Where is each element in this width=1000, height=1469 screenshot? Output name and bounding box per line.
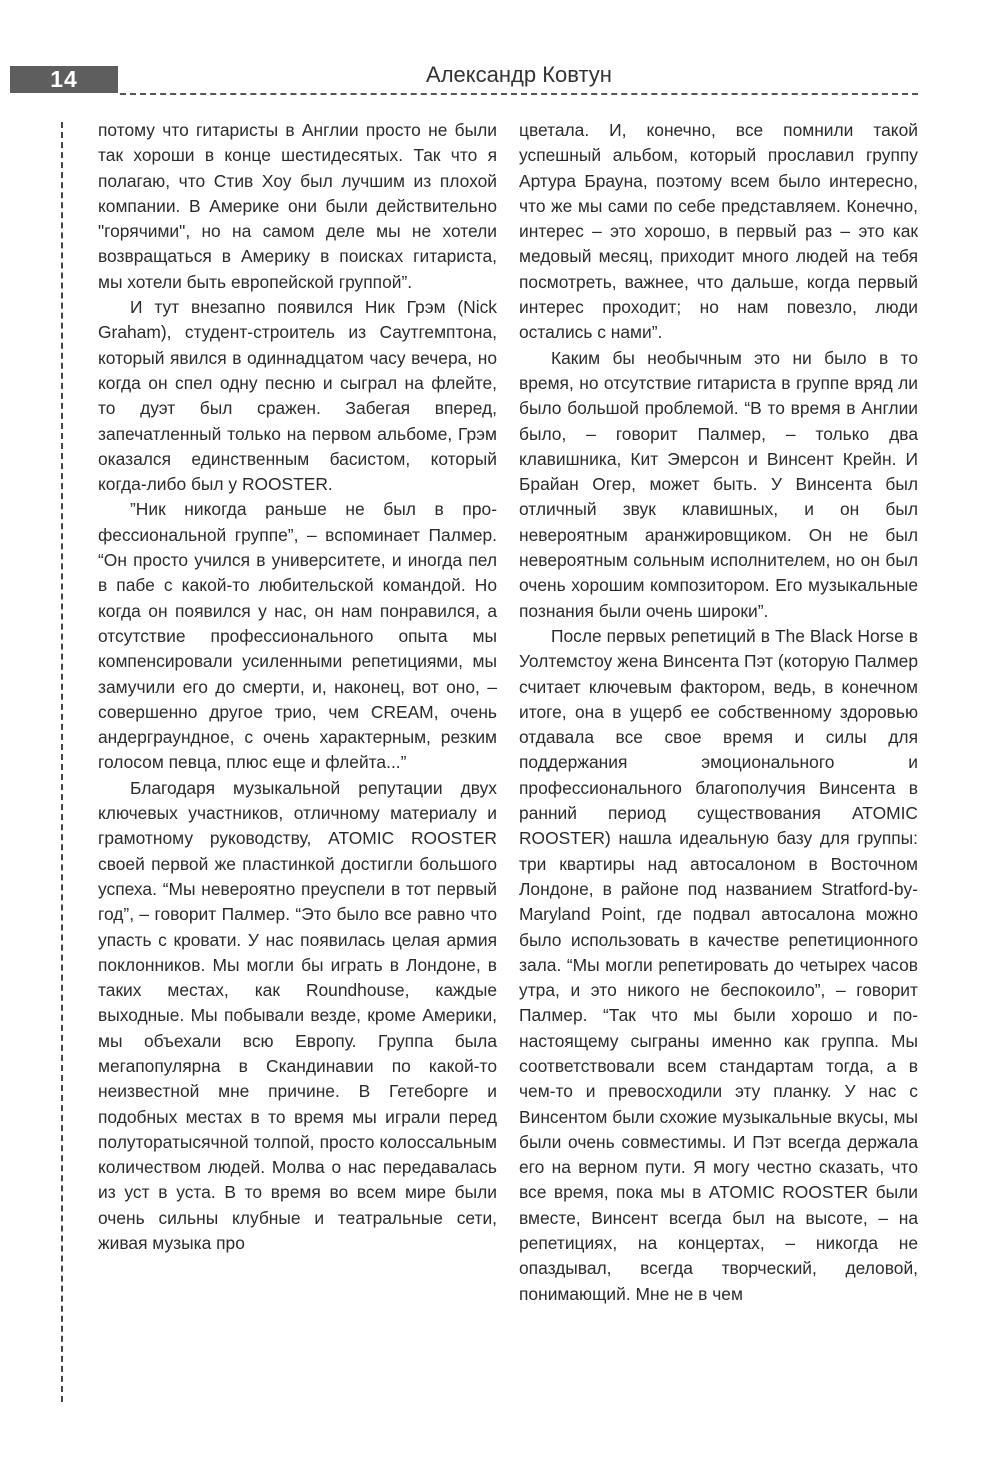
- paragraph: После первых репетиций в The Black Horse в Уолтемстоу жена Винсента Пэт (которую Палмер считает ключевым фактором, ведь, в конечном итоге, она в ущерб ее собственному здоровью отдавала все свое время и силы для поддержания эмоционального и профессионального благополучия Винсента в ранний период существования ATOMIC ROOSTER) нашла идеальную базу для группы: три квартиры над автосалоном в Восточном Лондоне, в районе под названием Stratford-by-Maryland Point, где подвал автосалона можно было использовать в качестве репетиционного зала. “Мы могли репетировать до четырех часов утра, и это никого не беспокоило”, – говорит Палмер. “Так что мы были хорошо и по-настоящему сыграны именно как группа. Мы соответствовали всем стандартам тогда, а в чем-то и превосходили эту планку. У нас с Винсентом были схожие музыкальные вкусы, мы были очень совместимы. И Пэт всегда держала его на верном пути. Я могу честно сказать, что все время, пока мы в ATOMIC ROOSTER были вместе, Винсент всегда был на высоте, – на репетициях, на концертах, – никогда не опаздывал, всегда творческий, деловой, понимающий. Мне не в чем: [519, 625, 918, 1304]
- paragraph: И тут внезапно появился Ник Грэм (Nick Graham), студент-строитель из Саутгемптона, который явился в одиннадцатом часу вечера, но когда он спел одну песню и сыграл на флейте, то дуэт был сражен. Забегая вперед, запечатленный только на первом альбоме, Грэм оказался единственным басистом, который когда-либо был у ROOSTER.: [98, 297, 497, 495]
- left-column: [98, 118, 497, 1256]
- running-title: Александр Ковтун: [426, 62, 612, 87]
- header-dashed-rule: [120, 93, 918, 95]
- paragraph: Благодаря музыкальной репутации двух ключевых участников, отличному материалу и грамотному руководству, ATOMIC ROOSTER своей первой же пластинкой достигли большого успеха. “Мы невероятно преуспели в тот первый год”, – говорит Палмер. “Это было все равно что упасть с кровати. У нас появилась целая армия поклонников. Мы могли бы играть в Лондоне, в таких местах, как Roundhouse, каждые выходные. Мы побывали везде, кроме Америки, мы объехали всю Европу. Группа была мегапопулярна в Скандинавии по какой-то неизвестной мне причине. В Гетеборге и подобных местах в то время мы играли перед полуторатысячной толпой, просто колоссальным количеством людей. Молва о нас передавалась из уст в уста. В то время во всем мире были очень сильны клубные и театральные сети, живая музыка про: [98, 777, 497, 1254]
- right-column: [519, 118, 918, 1307]
- page-number: 14: [50, 66, 78, 92]
- margin-dashed-rule: [61, 122, 63, 1402]
- paragraph: потому что гитаристы в Англии просто не были так хороши в конце шестидесятых. Так что я полагаю, что Стив Хоу был лучшим из плохой компании. В Америке они были действительно "горячими", но на самом деле мы не хотели возвращаться в Америку в поисках гитариста, мы хотели быть европейской группой”.: [98, 120, 497, 292]
- paragraph: цветала. И, конечно, все помнили такой успешный альбом, который прославил группу Артура Брауна, поэтому всем было интересно, что же мы сами по себе представляем. Конечно, интерес – это хорошо, в первый раз – это как медовый месяц, приходит много людей на тебя посмотреть, важнее, что дальше, когда первый интерес проходит; но нам повезло, люди остались с нами”.: [519, 120, 918, 343]
- page-number-box: [10, 66, 118, 93]
- paragraph: ”Ник никогда раньше не был в профессиональной группе”, – вспоминает Палмер. “Он просто учился в университете, и иногда пел в пабе с какой-то любительской командой. Но когда он появился у нас, он нам понравился, а отсутствие профессионального опыта мы компенсировали усиленными репетициями, мы замучили его до смерти, и, наконец, вот оно, – совершенно другое трио, чем CREAM, очень андерграундное, с очень характерным, резким голосом певца, плюс еще и флейта...”: [98, 499, 497, 773]
- paragraph: Каким бы необычным это ни было в то время, но отсутствие гитариста в группе вряд ли было большой проблемой. “В то время в Англии было, – говорит Палмер, – только два клавишника, Кит Эмерсон и Винсент Крейн. И Брайан Огер, может быть. У Винсента был отличный звук клавишных, и он был невероятным аранжировщиком. Он не был невероятным сольным исполнителем, но он был очень хорошим композитором. Его музыкальные познания были очень широки”.: [519, 347, 918, 621]
